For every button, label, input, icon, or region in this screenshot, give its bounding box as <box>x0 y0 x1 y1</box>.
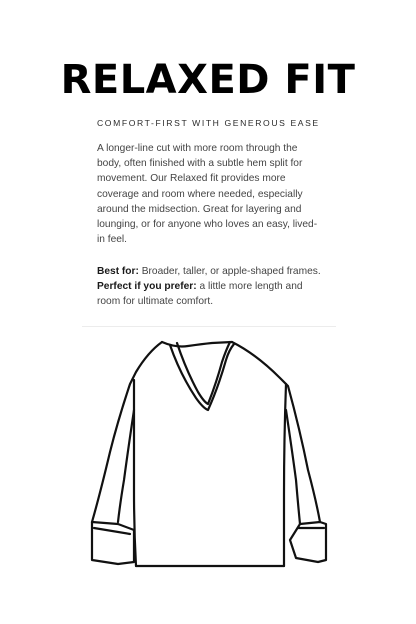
left-inner-sleeve <box>118 410 134 522</box>
left-cuff-seam <box>94 528 130 534</box>
description-line: in feel. <box>97 234 128 246</box>
left-sleeve-outline <box>92 342 162 522</box>
page-title: RELAXED FIT <box>60 57 356 103</box>
description-line: A longer-line cut with more room through the <box>97 143 298 154</box>
perfect-if-line-cont: room for ultimate comfort. <box>97 296 214 308</box>
page-subtitle: COMFORT-FIRST WITH GENEROUS EASE <box>97 118 320 128</box>
description-line: movement. Our Relaxed fit provides more <box>97 173 286 185</box>
best-for-label: Best for: <box>97 266 139 277</box>
fit-notes <box>97 264 337 310</box>
best-for-value: Broader, taller, or apple-shaped frames. <box>138 266 321 277</box>
best-for-line <box>97 264 337 279</box>
description-line: body, often finished with a subtle hem split for <box>97 158 303 170</box>
relaxed-fit-sweater-icon <box>60 328 360 578</box>
right-sleeve-outline <box>232 342 320 522</box>
collar-outline <box>162 342 232 347</box>
description-line: lounging, or for anyone who loves an easy, lived- <box>97 219 318 231</box>
perfect-if-label: Perfect if you prefer: <box>97 281 197 293</box>
fit-description <box>97 141 337 247</box>
section-divider <box>82 326 336 327</box>
perfect-if-line <box>97 279 337 294</box>
description-line: around the midsection. Great for layering and <box>97 203 302 215</box>
perfect-if-value: a little more length and <box>196 281 303 293</box>
description-line: coverage and room where needed, especially <box>97 188 303 200</box>
